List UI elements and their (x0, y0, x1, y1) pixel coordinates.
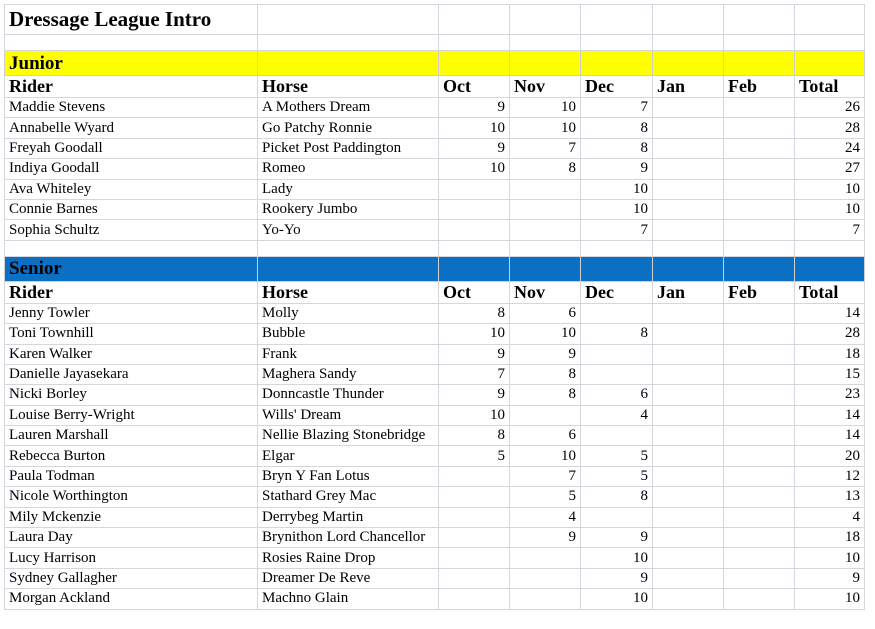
oct-cell[interactable] (439, 487, 510, 507)
dec-cell[interactable] (581, 303, 653, 323)
section-band-cell[interactable] (581, 51, 653, 76)
total-cell[interactable]: 10 (795, 548, 865, 568)
empty-cell[interactable] (439, 240, 510, 256)
dec-cell[interactable]: 5 (581, 446, 653, 466)
dec-cell[interactable]: 8 (581, 324, 653, 344)
rider-cell[interactable]: Sydney Gallagher (5, 568, 258, 588)
dec-cell[interactable]: 9 (581, 528, 653, 548)
empty-cell[interactable] (795, 35, 865, 51)
total-cell[interactable]: 4 (795, 507, 865, 527)
table-row (5, 199, 865, 219)
table-row (5, 385, 865, 405)
table-row (5, 405, 865, 425)
rider-cell[interactable]: Annabelle Wyard (5, 118, 258, 138)
table-row (5, 364, 865, 384)
nov-cell[interactable]: 7 (510, 138, 581, 158)
horse-cell[interactable]: Lady (258, 179, 439, 199)
section-band-cell[interactable] (724, 256, 795, 281)
dec-cell[interactable]: 10 (581, 589, 653, 609)
column-header-rider[interactable]: Rider (5, 281, 258, 303)
league-spreadsheet (4, 4, 865, 610)
section-band-cell[interactable] (510, 51, 581, 76)
column-header-feb[interactable]: Feb (724, 76, 795, 98)
horse-cell[interactable]: Bryn Y Fan Lotus (258, 466, 439, 486)
total-cell[interactable]: 13 (795, 487, 865, 507)
feb-cell[interactable] (724, 466, 795, 486)
total-cell[interactable]: 15 (795, 364, 865, 384)
table-row (5, 98, 865, 118)
sheet-body (5, 5, 865, 610)
empty-cell[interactable] (258, 35, 439, 51)
total-cell[interactable]: 14 (795, 303, 865, 323)
section-band-cell[interactable] (258, 51, 439, 76)
jan-cell[interactable] (653, 528, 724, 548)
horse-cell[interactable]: Picket Post Paddington (258, 138, 439, 158)
feb-cell[interactable] (724, 220, 795, 240)
nov-cell[interactable]: 6 (510, 426, 581, 446)
rider-cell[interactable]: Nicole Worthington (5, 487, 258, 507)
table-row (5, 159, 865, 179)
header-row-senior (5, 281, 865, 303)
oct-cell[interactable] (439, 548, 510, 568)
oct-cell[interactable]: 5 (439, 446, 510, 466)
horse-cell[interactable]: Elgar (258, 446, 439, 466)
oct-cell[interactable]: 9 (439, 138, 510, 158)
rider-cell[interactable]: Toni Townhill (5, 324, 258, 344)
rider-cell[interactable]: Paula Todman (5, 466, 258, 486)
jan-cell[interactable] (653, 118, 724, 138)
dec-cell[interactable] (581, 507, 653, 527)
dec-cell[interactable]: 7 (581, 220, 653, 240)
table-row (5, 426, 865, 446)
title-row (5, 5, 865, 35)
rider-cell[interactable]: Sophia Schultz (5, 220, 258, 240)
oct-cell[interactable] (439, 179, 510, 199)
column-header-jan[interactable]: Jan (653, 281, 724, 303)
section-band-cell[interactable] (439, 256, 510, 281)
column-header-dec[interactable]: Dec (581, 76, 653, 98)
total-cell[interactable]: 12 (795, 466, 865, 486)
rider-cell[interactable]: Nicki Borley (5, 385, 258, 405)
total-cell[interactable]: 14 (795, 426, 865, 446)
oct-cell[interactable]: 9 (439, 344, 510, 364)
section-title-junior[interactable]: Junior (5, 51, 258, 76)
oct-cell[interactable]: 9 (439, 98, 510, 118)
spacer-row (5, 240, 865, 256)
horse-cell[interactable]: Yo-Yo (258, 220, 439, 240)
column-header-total[interactable]: Total (795, 76, 865, 98)
dec-cell[interactable]: 9 (581, 159, 653, 179)
nov-cell[interactable]: 10 (510, 118, 581, 138)
horse-cell[interactable]: A Mothers Dream (258, 98, 439, 118)
feb-cell[interactable] (724, 364, 795, 384)
horse-cell[interactable]: Brynithon Lord Chancellor (258, 528, 439, 548)
feb-cell[interactable] (724, 118, 795, 138)
total-cell[interactable]: 10 (795, 179, 865, 199)
jan-cell[interactable] (653, 548, 724, 568)
feb-cell[interactable] (724, 138, 795, 158)
rider-cell[interactable]: Freyah Goodall (5, 138, 258, 158)
nov-cell[interactable]: 9 (510, 344, 581, 364)
horse-cell[interactable]: Go Patchy Ronnie (258, 118, 439, 138)
nov-cell[interactable]: 8 (510, 385, 581, 405)
dec-cell[interactable]: 7 (581, 98, 653, 118)
nov-cell[interactable] (510, 548, 581, 568)
feb-cell[interactable] (724, 179, 795, 199)
jan-cell[interactable] (653, 466, 724, 486)
horse-cell[interactable]: Wills' Dream (258, 405, 439, 425)
empty-cell[interactable] (258, 5, 439, 35)
rider-cell[interactable]: Karen Walker (5, 344, 258, 364)
rider-cell[interactable]: Louise Berry-Wright (5, 405, 258, 425)
rider-cell[interactable]: Jenny Towler (5, 303, 258, 323)
dec-cell[interactable] (581, 344, 653, 364)
feb-cell[interactable] (724, 385, 795, 405)
nov-cell[interactable]: 10 (510, 446, 581, 466)
empty-cell[interactable] (581, 240, 653, 256)
nov-cell[interactable]: 8 (510, 364, 581, 384)
column-header-oct[interactable]: Oct (439, 76, 510, 98)
jan-cell[interactable] (653, 507, 724, 527)
empty-cell[interactable] (439, 35, 510, 51)
column-header-total[interactable]: Total (795, 281, 865, 303)
section-band-cell[interactable] (795, 256, 865, 281)
total-cell[interactable]: 18 (795, 344, 865, 364)
column-header-horse[interactable]: Horse (258, 281, 439, 303)
nov-cell[interactable]: 9 (510, 528, 581, 548)
rider-cell[interactable]: Mily Mckenzie (5, 507, 258, 527)
jan-cell[interactable] (653, 364, 724, 384)
total-cell[interactable]: 23 (795, 385, 865, 405)
jan-cell[interactable] (653, 446, 724, 466)
table-row (5, 138, 865, 158)
feb-cell[interactable] (724, 199, 795, 219)
jan-cell[interactable] (653, 138, 724, 158)
section-title-senior[interactable]: Senior (5, 256, 258, 281)
rider-cell[interactable]: Laura Day (5, 528, 258, 548)
total-cell[interactable]: 28 (795, 324, 865, 344)
empty-cell[interactable] (724, 240, 795, 256)
feb-cell[interactable] (724, 426, 795, 446)
horse-cell[interactable]: Romeo (258, 159, 439, 179)
horse-cell[interactable]: Maghera Sandy (258, 364, 439, 384)
oct-cell[interactable]: 10 (439, 159, 510, 179)
empty-cell[interactable] (795, 240, 865, 256)
total-cell[interactable]: 10 (795, 199, 865, 219)
rider-cell[interactable]: Morgan Ackland (5, 589, 258, 609)
horse-cell[interactable]: Machno Glain (258, 589, 439, 609)
dec-cell[interactable]: 8 (581, 118, 653, 138)
nov-cell[interactable] (510, 199, 581, 219)
oct-cell[interactable] (439, 220, 510, 240)
empty-cell[interactable] (581, 35, 653, 51)
horse-cell[interactable]: Molly (258, 303, 439, 323)
empty-cell[interactable] (439, 5, 510, 35)
horse-cell[interactable]: Derrybeg Martin (258, 507, 439, 527)
column-header-dec[interactable]: Dec (581, 281, 653, 303)
oct-cell[interactable]: 9 (439, 385, 510, 405)
feb-cell[interactable] (724, 487, 795, 507)
empty-cell[interactable] (510, 5, 581, 35)
nov-cell[interactable]: 7 (510, 466, 581, 486)
jan-cell[interactable] (653, 303, 724, 323)
rider-cell[interactable]: Rebecca Burton (5, 446, 258, 466)
dec-cell[interactable]: 10 (581, 179, 653, 199)
empty-cell[interactable] (653, 35, 724, 51)
feb-cell[interactable] (724, 303, 795, 323)
oct-cell[interactable] (439, 199, 510, 219)
table-row (5, 507, 865, 527)
rider-cell[interactable]: Connie Barnes (5, 199, 258, 219)
dec-cell[interactable] (581, 426, 653, 446)
section-band-cell[interactable] (653, 256, 724, 281)
jan-cell[interactable] (653, 324, 724, 344)
nov-cell[interactable]: 6 (510, 303, 581, 323)
column-header-nov[interactable]: Nov (510, 76, 581, 98)
empty-cell[interactable] (653, 240, 724, 256)
feb-cell[interactable] (724, 159, 795, 179)
empty-cell[interactable] (581, 5, 653, 35)
empty-cell[interactable] (724, 35, 795, 51)
total-cell[interactable]: 20 (795, 446, 865, 466)
table-row (5, 589, 865, 609)
nov-cell[interactable]: 10 (510, 98, 581, 118)
dec-cell[interactable]: 9 (581, 568, 653, 588)
total-cell[interactable]: 27 (795, 159, 865, 179)
rider-cell[interactable]: Ava Whiteley (5, 179, 258, 199)
empty-cell[interactable] (795, 5, 865, 35)
feb-cell[interactable] (724, 548, 795, 568)
nov-cell[interactable] (510, 589, 581, 609)
column-header-feb[interactable]: Feb (724, 281, 795, 303)
dec-cell[interactable]: 8 (581, 487, 653, 507)
table-row (5, 466, 865, 486)
table-row (5, 179, 865, 199)
empty-cell[interactable] (510, 35, 581, 51)
empty-cell[interactable] (258, 240, 439, 256)
empty-cell[interactable] (653, 5, 724, 35)
table-row (5, 324, 865, 344)
horse-cell[interactable]: Dreamer De Reve (258, 568, 439, 588)
jan-cell[interactable] (653, 426, 724, 446)
table-row (5, 118, 865, 138)
feb-cell[interactable] (724, 98, 795, 118)
table-row (5, 487, 865, 507)
total-cell[interactable]: 10 (795, 589, 865, 609)
spacer-row (5, 35, 865, 51)
dec-cell[interactable]: 5 (581, 466, 653, 486)
table-row (5, 568, 865, 588)
section-band-cell[interactable] (258, 256, 439, 281)
empty-cell[interactable] (510, 240, 581, 256)
dec-cell[interactable]: 8 (581, 138, 653, 158)
empty-cell[interactable] (5, 35, 258, 51)
jan-cell[interactable] (653, 405, 724, 425)
feb-cell[interactable] (724, 324, 795, 344)
feb-cell[interactable] (724, 589, 795, 609)
dec-cell[interactable]: 6 (581, 385, 653, 405)
rider-cell[interactable]: Lauren Marshall (5, 426, 258, 446)
oct-cell[interactable] (439, 507, 510, 527)
column-header-jan[interactable]: Jan (653, 76, 724, 98)
section-band-cell[interactable] (653, 51, 724, 76)
oct-cell[interactable]: 8 (439, 426, 510, 446)
jan-cell[interactable] (653, 344, 724, 364)
horse-cell[interactable]: Bubble (258, 324, 439, 344)
section-row-senior (5, 256, 865, 281)
empty-cell[interactable] (724, 5, 795, 35)
column-header-horse[interactable]: Horse (258, 76, 439, 98)
nov-cell[interactable]: 10 (510, 324, 581, 344)
section-band-cell[interactable] (439, 51, 510, 76)
jan-cell[interactable] (653, 220, 724, 240)
feb-cell[interactable] (724, 405, 795, 425)
oct-cell[interactable]: 10 (439, 405, 510, 425)
feb-cell[interactable] (724, 446, 795, 466)
table-row (5, 528, 865, 548)
feb-cell[interactable] (724, 528, 795, 548)
section-band-cell[interactable] (510, 256, 581, 281)
nov-cell[interactable] (510, 405, 581, 425)
jan-cell[interactable] (653, 159, 724, 179)
horse-cell[interactable]: Frank (258, 344, 439, 364)
dec-cell[interactable]: 10 (581, 548, 653, 568)
feb-cell[interactable] (724, 344, 795, 364)
rider-cell[interactable]: Danielle Jayasekara (5, 364, 258, 384)
column-header-nov[interactable]: Nov (510, 281, 581, 303)
section-band-cell[interactable] (581, 256, 653, 281)
horse-cell[interactable]: Stathard Grey Mac (258, 487, 439, 507)
nov-cell[interactable]: 5 (510, 487, 581, 507)
jan-cell[interactable] (653, 589, 724, 609)
total-cell[interactable]: 28 (795, 118, 865, 138)
sheet-title[interactable]: Dressage League Intro (5, 5, 258, 35)
nov-cell[interactable] (510, 179, 581, 199)
jan-cell[interactable] (653, 568, 724, 588)
total-cell[interactable]: 9 (795, 568, 865, 588)
jan-cell[interactable] (653, 385, 724, 405)
nov-cell[interactable]: 4 (510, 507, 581, 527)
dec-cell[interactable]: 4 (581, 405, 653, 425)
nov-cell[interactable]: 8 (510, 159, 581, 179)
total-cell[interactable]: 14 (795, 405, 865, 425)
oct-cell[interactable]: 10 (439, 324, 510, 344)
horse-cell[interactable]: Donncastle Thunder (258, 385, 439, 405)
column-header-rider[interactable]: Rider (5, 76, 258, 98)
section-band-cell[interactable] (795, 51, 865, 76)
oct-cell[interactable] (439, 528, 510, 548)
oct-cell[interactable]: 8 (439, 303, 510, 323)
rider-cell[interactable]: Maddie Stevens (5, 98, 258, 118)
empty-cell[interactable] (5, 240, 258, 256)
table-row (5, 344, 865, 364)
total-cell[interactable]: 7 (795, 220, 865, 240)
total-cell[interactable]: 18 (795, 528, 865, 548)
oct-cell[interactable] (439, 589, 510, 609)
nov-cell[interactable] (510, 220, 581, 240)
section-row-junior (5, 51, 865, 76)
jan-cell[interactable] (653, 179, 724, 199)
jan-cell[interactable] (653, 98, 724, 118)
dec-cell[interactable]: 10 (581, 199, 653, 219)
feb-cell[interactable] (724, 568, 795, 588)
horse-cell[interactable]: Rookery Jumbo (258, 199, 439, 219)
oct-cell[interactable]: 10 (439, 118, 510, 138)
total-cell[interactable]: 24 (795, 138, 865, 158)
column-header-oct[interactable]: Oct (439, 281, 510, 303)
table-row (5, 446, 865, 466)
rider-cell[interactable]: Indiya Goodall (5, 159, 258, 179)
horse-cell[interactable]: Nellie Blazing Stonebridge (258, 426, 439, 446)
jan-cell[interactable] (653, 199, 724, 219)
table-row (5, 220, 865, 240)
section-band-cell[interactable] (724, 51, 795, 76)
oct-cell[interactable]: 7 (439, 364, 510, 384)
nov-cell[interactable] (510, 568, 581, 588)
jan-cell[interactable] (653, 487, 724, 507)
horse-cell[interactable]: Rosies Raine Drop (258, 548, 439, 568)
rider-cell[interactable]: Lucy Harrison (5, 548, 258, 568)
oct-cell[interactable] (439, 466, 510, 486)
dec-cell[interactable] (581, 364, 653, 384)
header-row-junior (5, 76, 865, 98)
total-cell[interactable]: 26 (795, 98, 865, 118)
table-row (5, 548, 865, 568)
oct-cell[interactable] (439, 568, 510, 588)
feb-cell[interactable] (724, 507, 795, 527)
table-row (5, 303, 865, 323)
